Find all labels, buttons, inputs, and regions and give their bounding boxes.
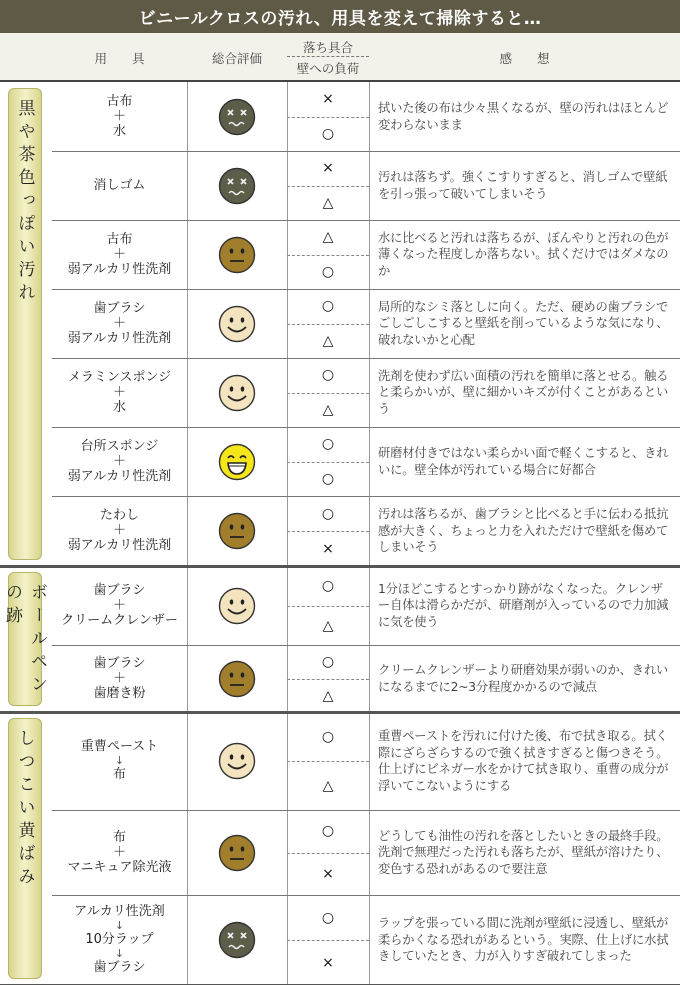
kabe-mark: × [287, 940, 369, 985]
face-bad-icon [218, 921, 256, 959]
rating-cell [187, 220, 287, 289]
rating-cell [187, 712, 287, 810]
face-good-icon [218, 305, 256, 343]
comment-cell: 水に比べると汚れは落ちるが、ぼんやりと汚れの色が薄くなった程度しか落ちない。拭くだけではダメなのか [378, 230, 669, 278]
tool-name: 布 [112, 829, 126, 845]
header-tool: 用 具 [94, 50, 145, 66]
tool-name: 水 [112, 123, 126, 139]
ochi-mark: ○ [321, 298, 335, 315]
category-label [8, 718, 42, 979]
marks-cell [287, 496, 369, 566]
marks-cell [287, 358, 369, 427]
face-neutral-icon [218, 660, 256, 698]
tool-cell [52, 220, 187, 289]
marks-cell [287, 427, 369, 496]
plus-sign: ＋ [112, 315, 126, 331]
down-arrow-icon: ↓ [114, 754, 125, 767]
plus-sign: ＋ [112, 597, 126, 613]
tool-name: 弱アルカリ性洗剤 [67, 538, 172, 553]
rating-cell [187, 82, 287, 151]
marks-cell [287, 151, 369, 220]
comment-cell: どうしても油性の汚れを落としたいときの最終手段。洗剤で無理だった汚れも落ちたが、壁紙が溶けたり、変色する恐れがあるので要注意 [378, 828, 669, 876]
kabe-mark: ○ [287, 117, 369, 152]
face-bad-icon [218, 98, 256, 136]
tool-cell [52, 151, 187, 220]
tool-name: 弱アルカリ性洗剤 [67, 330, 172, 346]
table-row [52, 151, 680, 220]
comment-cell: 汚れは落ちるが、歯ブラシと比べると手に伝わる抵抗感が大きく、ちょっと力を入れただけで壁紙を傷めてしまいそう [378, 507, 669, 555]
tool-name: 歯ブラシ [93, 582, 146, 598]
marks-cell [287, 289, 369, 358]
ochi-mark: △ [322, 229, 334, 246]
tool-name: 弱アルカリ性洗剤 [67, 261, 172, 277]
table-row [52, 82, 680, 151]
rating-cell [187, 895, 287, 985]
marks-cell [287, 645, 369, 712]
plus-sign: ＋ [112, 844, 126, 860]
tool-name: 10分ラップ [85, 932, 154, 947]
tool-name: 弱アルカリ性洗剤 [67, 468, 172, 484]
tool-cell [52, 427, 187, 496]
face-bad-icon [218, 167, 256, 205]
tool-name: 水 [112, 399, 126, 415]
kabe-mark: △ [287, 761, 369, 810]
tool-cell [52, 358, 187, 427]
kabe-mark: △ [287, 606, 369, 646]
comment-cell: 汚れは落ちず。強くこすりすぎると、消しゴムで壁紙を引っ張って破いてしまいそう [378, 170, 668, 201]
comment-cell: 研磨材付きではない柔らかい面で軽くこすると、きれいに。壁全体が汚れている場合に好都合 [378, 446, 669, 477]
marks-cell [287, 810, 369, 895]
ochi-mark: ○ [321, 505, 335, 522]
face-neutral-icon [218, 512, 256, 550]
comment-cell: クリームクレンザーより研磨効果が弱いのか、きれいになるまでに2~3分程度かかるので減点 [378, 663, 669, 694]
tool-name: 重曹ペースト [80, 739, 159, 754]
tool-name: マニキュア除光液 [67, 859, 172, 875]
tool-name: アルカリ性洗剤 [74, 904, 165, 919]
comment-cell: 重曹ペーストを汚れに付けた後、布で拭き取る。拭く際にざらざらするので強く拭きすぎると傷つきそう。仕上げにビネガー水をかけて拭き取り、重曹の成分が浮いてこないようにする [378, 729, 669, 793]
tool-name: 古布 [106, 231, 133, 247]
face-good-icon [218, 587, 256, 625]
rating-cell [187, 566, 287, 645]
category-text: 黒や茶色っぽい汚れ [14, 99, 35, 306]
kabe-mark: ○ [287, 255, 369, 290]
tool-name: 台所スポンジ [80, 438, 159, 454]
rating-cell [187, 427, 287, 496]
face-good-icon [218, 374, 256, 412]
ochi-mark: ○ [321, 577, 335, 594]
face-neutral-icon [218, 834, 256, 872]
plus-sign: ＋ [112, 246, 126, 262]
comment-cell: 洗剤を使わず広い面積の汚れを簡単に落とせる。触ると柔らかいが、壁に細かいキズが付くことがあるという [378, 368, 669, 416]
rating-cell [187, 496, 287, 566]
table-row [52, 358, 680, 427]
tool-cell [52, 566, 187, 645]
ochi-mark: ○ [321, 823, 335, 840]
table-row [52, 810, 680, 895]
category-label [8, 88, 42, 560]
plus-sign: ＋ [112, 670, 126, 686]
plus-sign: ＋ [112, 384, 126, 400]
ochi-mark: ○ [321, 367, 335, 384]
kabe-mark: △ [287, 186, 369, 221]
marks-cell [287, 220, 369, 289]
comment-cell: 1分ほどこするとすっかり跡がなくなった。クレンザー自体は滑らかだが、研磨剤が入っているので力加減に気を使う [378, 581, 669, 629]
table-row [52, 496, 680, 566]
table-row [52, 645, 680, 712]
category-text: しつこい黄ばみ [14, 729, 35, 890]
page-title: ビニールクロスの汚れ、用具を変えて掃除すると… [0, 0, 680, 33]
header-kabe: 壁への負荷 [296, 61, 360, 76]
category-label [2, 572, 47, 706]
rating-cell [187, 289, 287, 358]
marks-cell [287, 712, 369, 810]
kabe-mark: △ [287, 324, 369, 359]
tool-name: クリームクレンザー [61, 612, 178, 628]
table-header [0, 33, 680, 82]
kabe-mark: × [287, 531, 369, 566]
tool-name: 歯ブラシ [93, 300, 146, 316]
ochi-mark: ○ [321, 653, 335, 670]
comment-cell: ラップを張っている間に洗剤が壁紙に浸透し、壁紙が柔らかくなる恐れがあるという。実際、仕上げに水拭きしていたとき、力が入りすぎ破れてしまった [378, 916, 669, 964]
tool-cell [52, 895, 187, 985]
category-text: ボールペンの跡 [2, 583, 47, 698]
down-arrow-icon: ↓ [114, 947, 125, 960]
tool-name: たわし [99, 508, 139, 523]
plus-sign: ＋ [112, 108, 126, 124]
face-good-icon [218, 742, 256, 780]
table-row [52, 895, 680, 985]
face-neutral-icon [218, 236, 256, 274]
tool-cell [52, 496, 187, 566]
tool-name: 古布 [106, 93, 133, 109]
plus-sign: ＋ [112, 453, 126, 469]
rating-cell [187, 810, 287, 895]
kabe-mark: △ [287, 679, 369, 713]
plus-sign: ＋ [112, 523, 126, 538]
tool-cell [52, 810, 187, 895]
header-ochi: 落ち具合 [287, 37, 369, 57]
table-row [52, 220, 680, 289]
table-row [52, 427, 680, 496]
marks-cell [287, 82, 369, 151]
kabe-mark: △ [287, 393, 369, 428]
down-arrow-icon: ↓ [114, 919, 125, 932]
kabe-mark: × [287, 853, 369, 896]
comment-cell: 拭いた後の布は少々黒くなるが、壁の汚れはほとんど変わらないまま [378, 101, 669, 132]
tool-name: 歯ブラシ [93, 655, 146, 671]
rating-cell [187, 151, 287, 220]
table-row [52, 566, 680, 645]
comment-cell: 局所的なシミ落としに向く。ただ、硬めの歯ブラシでごしごしこすると壁紙を削っているような気になり、破れないかと心配 [378, 299, 669, 347]
kabe-mark: ○ [287, 462, 369, 497]
tool-name: メラミンスポンジ [67, 369, 172, 385]
table-row [52, 712, 680, 810]
tool-cell [52, 645, 187, 712]
marks-cell [287, 895, 369, 985]
rating-cell [187, 358, 287, 427]
ochi-mark: ○ [321, 436, 335, 453]
ochi-mark: × [322, 160, 334, 177]
tool-name: 歯ブラシ [93, 960, 146, 975]
ochi-mark: ○ [321, 728, 335, 745]
tool-name: 消しゴム [93, 177, 146, 193]
header-rating: 総合評価 [211, 50, 262, 66]
rating-cell [187, 645, 287, 712]
face-best-icon [218, 443, 256, 481]
table-row [52, 289, 680, 358]
marks-cell [287, 566, 369, 645]
tool-cell [52, 712, 187, 810]
tool-cell [52, 289, 187, 358]
tool-name: 布 [112, 767, 126, 782]
tool-name: 歯磨き粉 [93, 685, 146, 701]
ochi-mark: × [322, 91, 334, 108]
header-comment: 感 想 [499, 50, 550, 66]
ochi-mark: ○ [321, 909, 335, 926]
tool-cell [52, 82, 187, 151]
